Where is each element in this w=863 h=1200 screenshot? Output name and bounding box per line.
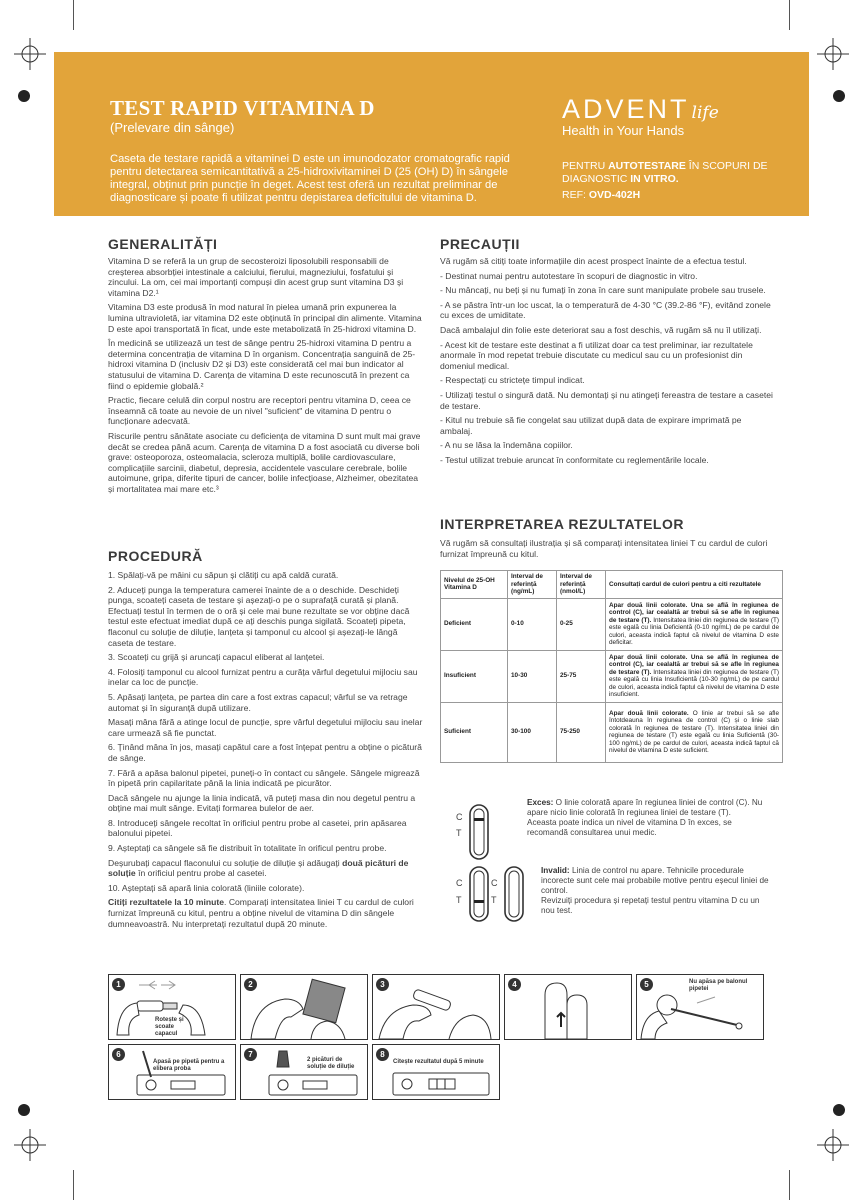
table-row: [441, 650, 783, 702]
table-cell-nmol: 0-25: [557, 598, 606, 650]
table-cell-level: Deficient: [441, 598, 508, 650]
interpretare-heading: INTERPRETAREA REZULTATELOR: [440, 516, 684, 532]
crop-mark-top-right: [817, 38, 849, 70]
step-number: 6: [112, 1048, 125, 1061]
desc-text: Intensitatea liniei din regiunea de testare (T) este egală cu linia Deficientă (0-10 ng/mL) de pe cardul de culori, aceasta indică faptul că nivelul de vitamina D este deficitar.: [609, 616, 779, 646]
procedura-paragraph: Dacă sângele nu ajunge la linia indicată, vă puteți masa din nou degetul pentru a obține mai mult sânge. Evitați formarea bulelor de aer.: [108, 792, 416, 814]
read-result-icon: [373, 1045, 499, 1099]
procedura-paragraph: 3. Scoateți cu grijă și aruncați capacul eliberat al lanțetei.: [108, 652, 325, 663]
cassette-label-t: T: [456, 828, 462, 838]
precautii-body: [440, 256, 775, 470]
registration-mark-left-top: [14, 86, 34, 106]
step-8: [372, 1044, 500, 1100]
step-3: [372, 974, 500, 1040]
registration-mark-right-top: [829, 86, 849, 106]
procedura-heading: PROCEDURĂ: [108, 548, 203, 564]
cassette-label-c: C: [456, 878, 463, 888]
ref-code: [562, 189, 640, 201]
cassette-exces: [464, 804, 494, 865]
p12-b: Citiți rezultatele la 10 minute: [108, 897, 225, 908]
alcohol-swab-icon: [241, 975, 367, 1039]
step-number: 1: [112, 978, 125, 991]
precautii-paragraph: - Acest kit de testare este destinat a fi utilizat doar ca test preliminar, iar rezultatele anormale în mod repetat trebuie discutate cu medicul sau cu un profesionist din domeniul medical.: [440, 339, 753, 371]
trim-line: [789, 1170, 790, 1200]
cassette-label-c: C: [491, 878, 498, 888]
generalitati-paragraph: Vitamina D se referă la un grup de secosteroizi liposolubili responsabili de creșterea absorbției intestinale a calciului, fierului, magneziului, fosfatului și zincului. La om, cei mai importanți compuși din acest grup sunt vitamina D3 și vitamina D2.¹: [108, 256, 404, 298]
precautii-paragraph: - Utilizați testul o singură dată. Nu demontați și nu atingeți fereastra de testare a casetei de testare.: [440, 389, 773, 411]
cassette-label-c: C: [456, 812, 463, 822]
p12-c: . Comparați intensitatea liniei T cu cardul de culori furnizat împreună cu kitul, pentru a obține nivelul de vitamina D din sângele dumneavoastră. Nu interpretați rezultatul după 20 minute.: [108, 897, 414, 929]
step-caption: Apasă pe pipetă pentru a elibera proba: [153, 1059, 225, 1072]
page-title: TEST RAPID VITAMINA D: [110, 96, 375, 120]
table-cell-desc: [606, 650, 783, 702]
cassette-label-t: T: [491, 895, 497, 905]
table-header: Interval de referință (ng/mL): [508, 571, 557, 599]
precautii-paragraph: - Kitul nu trebuie să fie congelat sau utilizat după data de expirare imprimată pe ambalaj.: [440, 415, 742, 436]
generalitati-paragraph: Practic, fiecare celulă din corpul nostru are receptori pentru vitamina D, ceea ce înseamnă că toate au nevoie de un nivel "suficient" de vitamina D pentru o funcționare adecvată.: [108, 395, 411, 427]
generalitati-paragraph: Vitamina D3 este produsă în mod natural în pielea umană prin expunerea la lumina ultravioletă, iar vitamina D2 este obținută în principal din alimente. Vitamina D este apoi transportată în ficat, unde este metabolizată în 25-hidroxi vitamina D.: [108, 302, 422, 334]
step-number: 4: [508, 978, 521, 991]
exces-label: Exces:: [527, 798, 554, 807]
step-caption: Nu apăsa pe balonul pipetei: [689, 979, 748, 992]
precautii-paragraph: - Respectați cu strictețe timpul indicat.: [440, 375, 585, 386]
procedura-body: [108, 570, 424, 933]
table-header: Interval de referință (nmol/L): [557, 571, 606, 599]
generalitati-paragraph: În medicină se utilizează un test de sânge pentru 25-hidroxi vitamina D pentru a determina concentrația de vitamina D în organism. Concentrația sanguină de 25-hidroxi vitamina D (inclusiv D2 și D3) este considerată cel mai bun indicator al statusului de vitamina D. Carența de vitamina D este recunoscută în prezent ca fiind o epidemie globală.²: [108, 338, 416, 391]
table-row: [441, 598, 783, 650]
ref-label: REF:: [562, 189, 589, 201]
step-number: 7: [244, 1048, 257, 1061]
table-cell-ng: 0-10: [508, 598, 557, 650]
use-bold-2: IN VITRO.: [630, 173, 679, 185]
trim-line: [789, 0, 790, 30]
procedura-paragraph: 7. Fără a apăsa balonul pipetei, puneți-o în contact cu sângele. Sângele migrează în pipetă prin capilaritate până la linia indicată pe picurător.: [108, 767, 420, 789]
invalid-text: Linia de control nu apare. Tehnicile procedurale incorecte sunt cele mai probabile motive pentru eșecul liniei de control.: [541, 866, 769, 895]
ref-value: OVD-402H: [588, 189, 641, 201]
step-5: [636, 974, 764, 1040]
procedura-paragraph: 8. Introduceți sângele recoltat în orificiul pentru probe al casetei, prin apăsarea balonului pipetei.: [108, 817, 407, 839]
desc-text: Intensitatea liniei din regiunea de testare (T) este egală cu linia Insuficientă (10-30 ng/mL) de pe cardul de culori, aceasta indică faptul că nivelul de vitamina D este insuficient.: [609, 668, 779, 698]
table-cell-nmol: 25-75: [557, 650, 606, 702]
precautii-paragraph: - Destinat numai pentru autotestare în scopuri de diagnostic in vitro.: [440, 270, 698, 281]
table-row: [441, 702, 783, 762]
step-2: [240, 974, 368, 1040]
precautii-paragraph: - Testul utilizat trebuie aruncat în conformitate cu reglementările locale.: [440, 454, 709, 465]
result-invalid: [541, 866, 771, 916]
procedura-paragraph: 6. Ținând mâna în jos, masați capătul care a fost înțepat pentru a obține o picătură de sânge.: [108, 742, 422, 763]
page-subtitle: (Prelevare din sânge): [110, 120, 235, 135]
result-exces: [527, 798, 767, 838]
step-caption: Rotește și scoate capacul: [155, 1017, 184, 1037]
desc-bold: Apar două linii colorate. Una se află în regiunea de control (C), iar cealaltă ar trebui să se afle în regiunea de testare (T).: [609, 653, 779, 676]
precautii-heading: PRECAUȚII: [440, 236, 520, 252]
trim-line: [73, 0, 74, 30]
brand-tagline: Health in Your Hands: [562, 123, 685, 138]
precautii-paragraph: Vă rugăm să citiți toate informațiile din acest prospect înainte de a efectua testul.: [440, 256, 747, 266]
invalid-note: Revizuiți procedura și repetați testul pentru vitamina D cu un nou test.: [541, 896, 760, 915]
interpretare-intro: Vă rugăm să consultați ilustrația și să comparați intensitatea liniei T cu cardul de culori furnizat împreună cu kitul.: [440, 538, 768, 559]
step-6: [108, 1044, 236, 1100]
procedura-step-read: [108, 897, 424, 929]
table-header: Consultați cardul de culori pentru a citi rezultatele: [606, 571, 783, 599]
procedura-step-10a: [108, 858, 424, 879]
crop-mark-bottom-left: [14, 1129, 46, 1161]
step-number: 5: [640, 978, 653, 991]
step-1: [108, 974, 236, 1040]
desc-bold: Apar două linii colorate.: [609, 709, 689, 717]
use-mid: ÎN SCOPURI DE DIAGNOSTIC: [562, 160, 768, 185]
brand-logo: [562, 94, 782, 144]
desc-bold: Apar două linii colorate. Una se află în regiunea de control (C), iar cealaltă ar trebui să se afle în regiunea de testare (T).: [609, 601, 779, 624]
lancet-press-icon: [373, 975, 499, 1039]
registration-mark-left-bottom: [14, 1100, 34, 1120]
intro-text: Caseta de testare rapidă a vitaminei D este un imunodozator cromatografic rapid pentru detectarea semicantitativă a 25-hidroxivitaminei D (25 (OH) D) în sângele integral, obținut prin puncție în deget. Acest test oferă un rezultat preliminar de diagnosticare și poate fi utilizat pentru depistarea deficitului de vitamina D.: [110, 153, 510, 204]
precautii-paragraph: - A nu se lăsa la îndemâna copiilor.: [440, 440, 573, 451]
header-banner: [54, 52, 809, 216]
procedura-step-10: 10. Așteptați să apară linia colorată (liniile colorate).: [108, 882, 305, 893]
table-cell-ng: 30-100: [508, 702, 557, 762]
registration-mark-right-bottom: [829, 1100, 849, 1120]
table-cell-ng: 10-30: [508, 650, 557, 702]
table-cell-nmol: 75-250: [557, 702, 606, 762]
cassette-invalid-2: [499, 866, 529, 927]
crop-mark-bottom-right: [817, 1129, 849, 1161]
invalid-label: Invalid:: [541, 866, 570, 875]
intended-use: [562, 160, 782, 186]
precautii-paragraph: - A se păstra într-un loc uscat, la o temperatură de 4-30 °C (39.2-86 °F), evitând zonele cu exces de umiditate.: [440, 299, 771, 321]
table-cell-desc: [606, 598, 783, 650]
p10-c: în orificiul pentru probe al casetei.: [135, 868, 267, 879]
procedura-paragraph: 4. Folosiți tamponul cu alcool furnizat pentru a curăța vârful degetului mijlociu sau inelar ca loc de puncție.: [108, 666, 418, 688]
generalitati-body: [108, 256, 424, 498]
table-cell-desc: [606, 702, 783, 762]
cassette-label-t: T: [456, 895, 462, 905]
procedura-paragraph: Masați mâna fără a atinge locul de puncție, spre vârful degetului mijlociu sau inelar care urmează să fie punctat.: [108, 717, 423, 738]
exces-text: O linie colorată apare în regiunea liniei de control (C). Nu apare nicio linie colorată în regiunea liniei de testare (T).: [527, 798, 763, 817]
step-4: [504, 974, 632, 1040]
brand-script: life: [691, 103, 719, 123]
procedura-paragraph: 1. Spălați-vă pe mâini cu săpun și clătiți cu apă caldă curată.: [108, 570, 339, 580]
p10-a: Deșurubați capacul flaconului cu soluție de diluție și adăugați: [108, 857, 343, 868]
generalitati-heading: GENERALITĂȚI: [108, 236, 218, 252]
table-header: Nivelul de 25-OH Vitamina D: [441, 571, 508, 599]
cassette-invalid-1: [464, 866, 494, 927]
procedura-paragraph: 2. Aduceți punga la temperatura camerei înainte de a o deschide. Deschideți punga, scoateți caseta de testare și așezați-o pe o suprafață curată și plană. Efectuați testul în termen de o oră și cele mai bune rezultate se vor obține dacă testul este efectuat imediat după ce ați deschis punga sigilată. Scoateți pipeta, flaconul cu soluție de diluție, lanțeta și tamponul cu alcool și așezați-le lângă caseta de testare.: [108, 584, 410, 648]
finger-massage-icon: [505, 975, 631, 1039]
procedura-paragraph: 9. Așteptați ca sângele să fie distribuit în totalitate în orificul pentru probe.: [108, 843, 387, 854]
p10-b: două picături de soluție: [108, 857, 409, 879]
trim-line: [73, 1170, 74, 1200]
generalitati-paragraph: Riscurile pentru sănătate asociate cu deficiența de vitamina D sunt mult mai grave decât se credea până acum. Carența de vitamina D a fost asociată cu diverse boli grave: osteoporoza, osteomalacia, scleroza multiplă, bolile cardiovasculare, complicațiile sarcinii, diabetul, depresia, accidentele vasculare cerebrale, bolile autoimune, gripa, diferite tipuri de cancer, bolile infecțioase, Alzheimer, obezitatea și mortalitatea mai mare etc.³: [108, 430, 421, 494]
results-table: [440, 570, 783, 763]
step-number: 3: [376, 978, 389, 991]
step-caption: 2 picături de soluție de diluție: [307, 1057, 355, 1070]
step-7: [240, 1044, 368, 1100]
desc-text: O linie ar trebui să se afle întotdeauna în regiunea de control (C) și o linie slab colorată în regiunea de testare (T). Intensitatea liniei din regiunea de testare (T) este egală cu linia Suficientă (30-100 ng/mL) de pe cardul de culori, aceasta indică faptul că nivelul de vitamina D este suficient.: [609, 709, 779, 754]
crop-mark-top-left: [14, 38, 46, 70]
precautii-paragraph: - Nu mâncați, nu beți și nu fumați în zona în care sunt manipulate probele sau trusele.: [440, 285, 766, 296]
step-caption: Citește rezultatul după 5 minute: [393, 1059, 484, 1065]
table-cell-level: Suficient: [441, 702, 508, 762]
diluent-bottle-icon: [241, 1045, 367, 1099]
step-number: 2: [244, 978, 257, 991]
use-pre: PENTRU: [562, 160, 609, 172]
brand-name: ADVENT: [562, 94, 690, 124]
use-bold-1: AUTOTESTARE: [608, 160, 686, 172]
procedura-paragraph: 5. Apăsați lanțeta, pe partea din care a fost extras capacul; vârful se va retrage automat și în siguranță după utilizare.: [108, 691, 408, 713]
table-cell-level: Insuficient: [441, 650, 508, 702]
step-number: 8: [376, 1048, 389, 1061]
exces-note: Aceasta poate indica un nivel de vitamina D în exces, se recomandă consultarea unui medic.: [527, 818, 732, 837]
table-header-row: [441, 571, 783, 599]
precautii-paragraph: Dacă ambalajul din folie este deteriorat sau a fost deschis, vă rugăm să nu îl utilizați.: [440, 324, 762, 335]
